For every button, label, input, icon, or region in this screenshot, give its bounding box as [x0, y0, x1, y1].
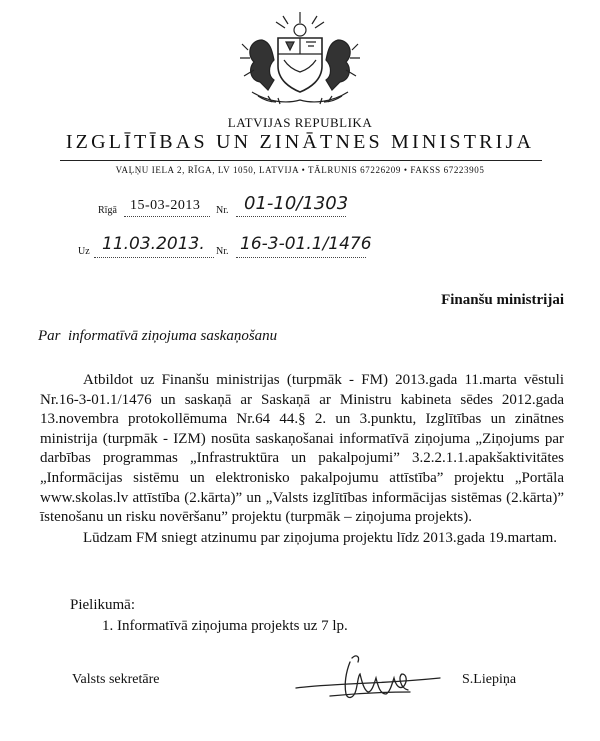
signatory-name: S.Liepiņa [462, 672, 517, 687]
reply-number-label: Nr. [216, 246, 229, 257]
number-dotline [236, 216, 346, 217]
attachments-title: Pielikumā: [70, 597, 135, 613]
letter-number: 01-10/1303 [244, 193, 349, 214]
reply-number: 16-3-01.1/1476 [240, 234, 372, 254]
subject-line: Par informatīvā ziņojuma saskaņošanu [38, 328, 278, 344]
ministry-heading: IZGLĪTĪBAS UN ZINĀTNES MINISTRIJA [65, 131, 535, 153]
reply-to-label: Uz [78, 246, 90, 257]
signatory-role: Valsts sekretāre [72, 672, 160, 687]
date-dotline [124, 216, 210, 217]
reply-date: 11.03.2013. [102, 234, 205, 254]
place-label: Rīgā [98, 205, 117, 216]
reply-number-dotline [236, 257, 366, 258]
number-label: Nr. [216, 205, 229, 216]
letter-date: 15-03-2013 [130, 198, 201, 213]
letterhead-divider [60, 160, 542, 161]
latvia-coat-of-arms-icon [228, 10, 372, 108]
republic-heading: LATVIJAS REPUBLIKA [227, 115, 373, 130]
attachment-item: 1. Informatīvā ziņojuma projekts uz 7 lp. [102, 618, 348, 634]
body-paragraph: Lūdzam FM sniegt atzinumu par ziņojuma projektu līdz 2013.gada 19.martam. [83, 529, 558, 546]
letter-body [40, 371, 564, 548]
reply-date-dotline [94, 257, 214, 258]
recipient: Finanšu ministrijai [441, 292, 564, 308]
body-paragraph: Atbildot uz Finanšu ministrijas (turpmāk - FM) 2013.gada 11.marta vēstuli Nr.16-3-01.1/1476 un saskaņā ar Saskaņā ar Ministru kabineta sēdes 2012.gada 13.novembra protokollēmuma Nr.64 44.§ 2. un 3.punktu, Izglītības un zinātnes ministrija (turpmāk - IZM) nosūta saskaņošanai informatīvā ziņojuma „Ziņojums par darbības programmas „Infrastruktūra un pakalpojumi” 3.2.2.1.1.apakšaktivitātes „Informācijas sistēmu un elektronisko pakalpojumu attīstība” projektu „Portāla www.skolas.lv attīstība (2.kārta)” un „Valsts izglītības informācijas sistēmas (2.kārta)” īstenošanu un risku novēršanu” projektu (turpmāk – ziņojuma projekts). [40, 372, 564, 526]
ministry-address: VAĻŅU IELA 2, RĪGA, LV 1050, LATVIJA • TĀLRUNIS 67226209 • FAKSS 67223905 [115, 165, 485, 175]
handwritten-signature-icon [290, 648, 450, 712]
